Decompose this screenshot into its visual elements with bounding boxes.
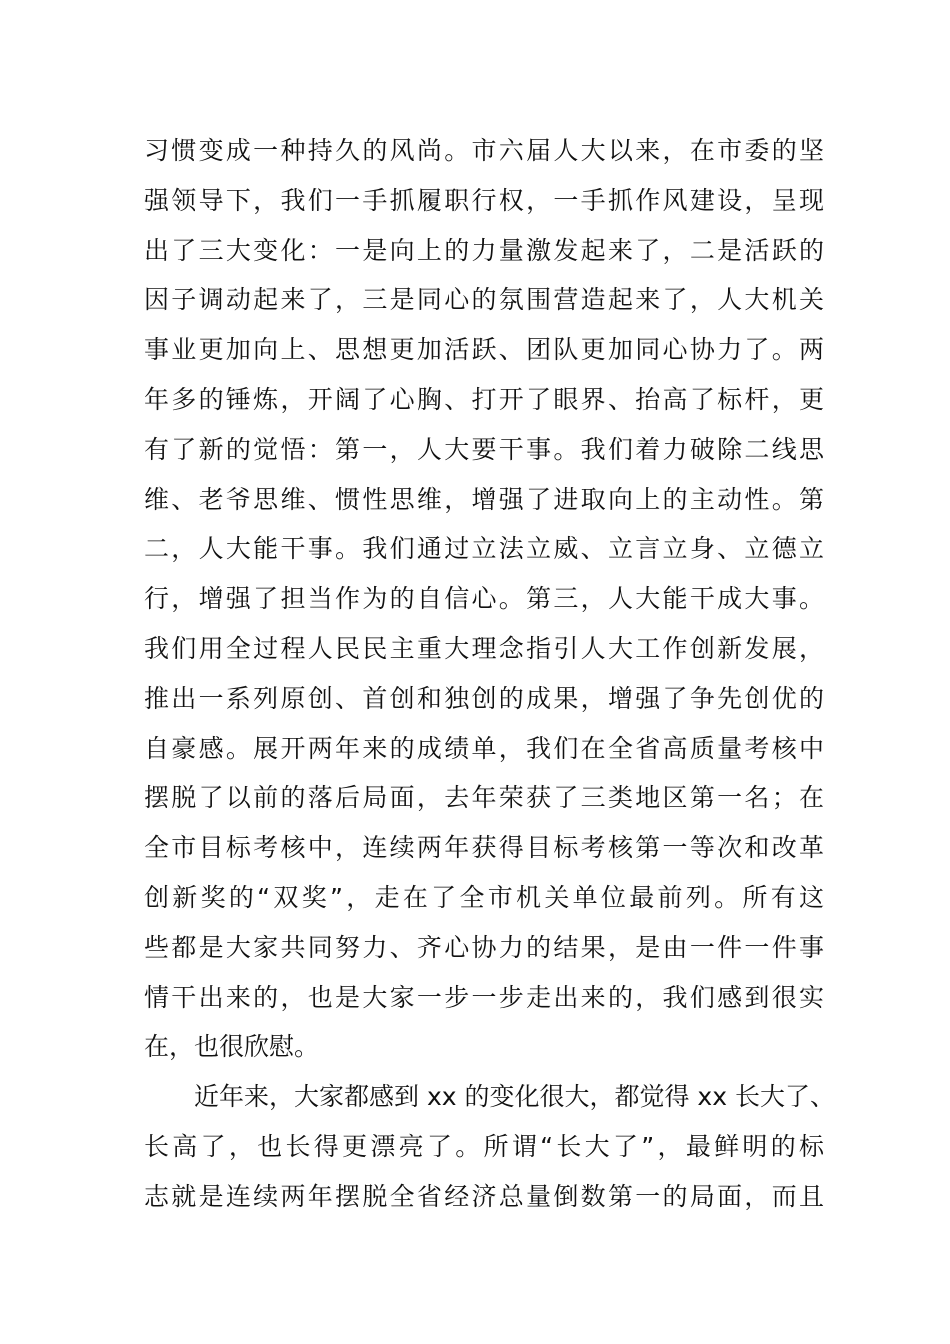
paragraph-line: 近年来，大家都感到 xx 的变化很大，都觉得 xx 长大了、	[194, 1082, 835, 1112]
paragraph-line: 行，增强了担当作为的自信心。第三，人大能干成大事。	[144, 584, 824, 614]
paragraph-line: 全市目标考核中，连续两年获得目标考核第一等次和改革	[144, 833, 824, 863]
paragraph-line: 推出一系列原创、首创和独创的成果，增强了争先创优的	[144, 683, 824, 713]
paragraph-line: 事业更加向上、思想更加活跃、团队更加同心协力了。两	[144, 335, 824, 365]
paragraph-line: 创新奖的“双奖”，走在了全市机关单位最前列。所有这	[144, 882, 824, 912]
paragraph-line: 有了新的觉悟：第一，人大要干事。我们着力破除二线思	[144, 434, 824, 464]
paragraph-line: 情干出来的，也是大家一步一步走出来的，我们感到很实	[144, 982, 824, 1012]
paragraph-line: 我们用全过程人民民主重大理念指引人大工作创新发展，	[144, 633, 824, 663]
paragraph-1	[144, 126, 824, 1072]
paragraph-line: 习惯变成一种持久的风尚。市六届人大以来，在市委的坚	[144, 136, 824, 165]
paragraph-line: 出了三大变化：一是向上的力量激发起来了，二是活跃的	[144, 235, 824, 265]
paragraph-line: 因子调动起来了，三是同心的氛围营造起来了，人大机关	[144, 285, 824, 315]
paragraph-line: 些都是大家共同努力、齐心协力的结果，是由一件一件事	[144, 932, 824, 962]
paragraph-line: 维、老爷思维、惯性思维，增强了进取向上的主动性。第	[144, 484, 824, 514]
paragraph-line: 在，也很欣慰。	[144, 1032, 320, 1062]
paragraph-line: 年多的锤炼，开阔了心胸、打开了眼界、抬高了标杆，更	[144, 384, 824, 414]
paragraph-line: 长高了，也长得更漂亮了。所谓“长大了”，最鲜明的标	[144, 1131, 824, 1161]
paragraph-line: 志就是连续两年摆脱全省经济总量倒数第一的局面，而且	[144, 1181, 824, 1211]
paragraph-line: 二，人大能干事。我们通过立法立威、立言立身、立德立	[144, 534, 824, 564]
body-text	[144, 126, 835, 1222]
paragraph-line: 自豪感。展开两年来的成绩单，我们在全省高质量考核中	[144, 733, 824, 763]
paragraph-line: 摆脱了以前的落后局面，去年荣获了三类地区第一名；在	[144, 783, 824, 813]
paragraph-2	[144, 1072, 835, 1221]
paragraph-line: 强领导下，我们一手抓履职行权，一手抓作风建设，呈现	[144, 185, 824, 215]
